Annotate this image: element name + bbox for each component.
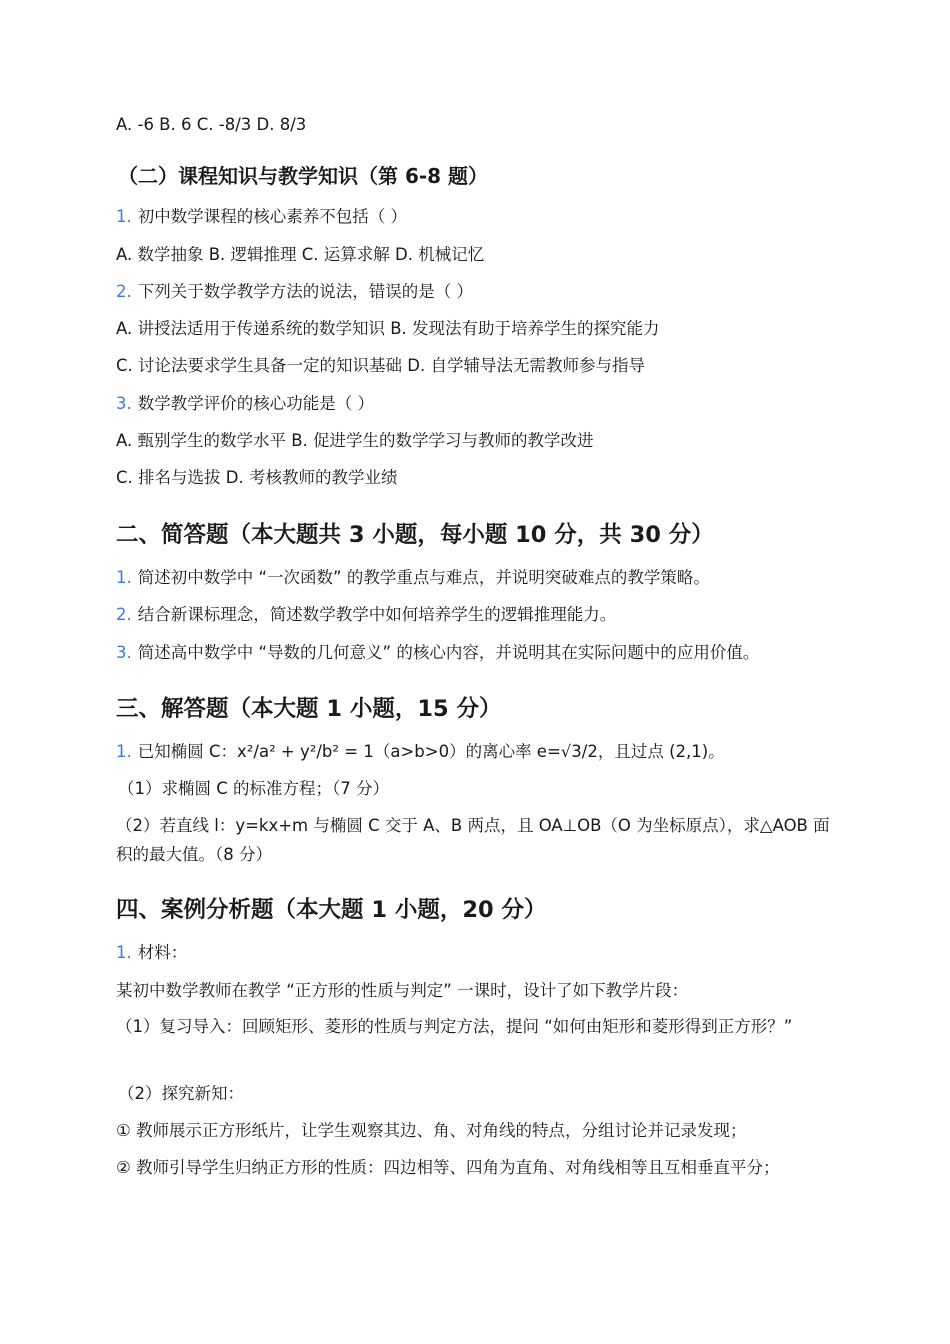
case-intro: 某初中数学教师在教学 “正方形的性质与判定” 一课时，设计了如下教学片段： <box>116 981 689 1000</box>
question-text: 已知椭圆 C：x²/a² + y²/b² = 1（a>b>0）的离心率 e=√3/2，且过点 (2,1)。 <box>137 742 725 761</box>
question-text: 结合新课标理念，简述数学教学中如何培养学生的逻辑推理能力。 <box>137 605 617 624</box>
question-item <box>116 206 407 228</box>
question-item <box>116 942 187 964</box>
question-options: A. 讲授法适用于传递系统的数学知识 B. 发现法有助于培养学生的探究能力 <box>116 319 660 338</box>
question-item <box>116 281 473 303</box>
question-part-2: （2）若直线 l：y=kx+m 与椭圆 C 交于 A、B 两点，且 OA⊥OB（O 为坐标原点），求△AOB 面积的最大值。（8 分） <box>116 816 830 864</box>
question-number: 1. <box>116 742 132 761</box>
case-item-2: ② 教师引导学生归纳正方形的性质：四边相等、四角为直角、对角线相等且互相垂直平分； <box>116 1158 780 1177</box>
section-heading-case-analysis: 四、案例分析题（本大题 1 小题，20 分） <box>116 897 547 923</box>
question-text: 下列关于数学教学方法的说法，错误的是（ ） <box>137 282 473 301</box>
question-number: 1. <box>116 568 132 587</box>
section-heading-short-answer: 二、简答题（本大题共 3 小题，每小题 10 分，共 30 分） <box>116 522 714 548</box>
section-heading-solution: 三、解答题（本大题 1 小题，15 分） <box>116 696 502 722</box>
case-step-1: （1）复习导入：回顾矩形、菱形的性质与判定方法，提问 “如何由矩形和菱形得到正方形？” <box>116 1017 793 1036</box>
material-label: 材料： <box>137 943 188 962</box>
question-options: C. 讨论法要求学生具备一定的知识基础 D. 自学辅导法无需教师参与指导 <box>116 356 645 375</box>
question-number: 2. <box>116 282 132 301</box>
question-number: 1. <box>116 943 132 962</box>
question-item <box>116 567 710 589</box>
question-number: 2. <box>116 605 132 624</box>
previous-question-options: A. -6 B. 6 C. -8/3 D. 8/3 <box>116 115 307 134</box>
question-text: 数学教学评价的核心功能是（ ） <box>137 394 374 413</box>
question-options: C. 排名与选拔 D. 考核教师的教学业绩 <box>116 468 398 487</box>
question-text: 简述初中数学中 “一次函数” 的教学重点与难点，并说明突破难点的教学策略。 <box>137 568 710 587</box>
question-number: 3. <box>116 394 132 413</box>
question-item <box>116 604 616 626</box>
question-text: 简述高中数学中 “导数的几何意义” 的核心内容，并说明其在实际问题中的应用价值。 <box>137 643 760 662</box>
question-item <box>116 642 759 664</box>
question-item <box>116 741 725 763</box>
question-options: A. 数学抽象 B. 逻辑推理 C. 运算求解 D. 机械记忆 <box>116 245 485 264</box>
question-number: 3. <box>116 643 132 662</box>
question-text: 初中数学课程的核心素养不包括（ ） <box>137 207 407 226</box>
question-number: 1. <box>116 207 132 226</box>
question-item <box>116 393 374 415</box>
case-step-2: （2）探究新知： <box>118 1084 244 1103</box>
question-options: A. 甄别学生的数学水平 B. 促进学生的数学学习与教师的教学改进 <box>116 431 594 450</box>
case-item-1: ① 教师展示正方形纸片，让学生观察其边、角、对角线的特点，分组讨论并记录发现； <box>116 1121 747 1140</box>
question-part-1: （1）求椭圆 C 的标准方程；（7 分） <box>118 779 390 798</box>
subsection-heading: （二）课程知识与教学知识（第 6-8 题） <box>118 164 489 188</box>
